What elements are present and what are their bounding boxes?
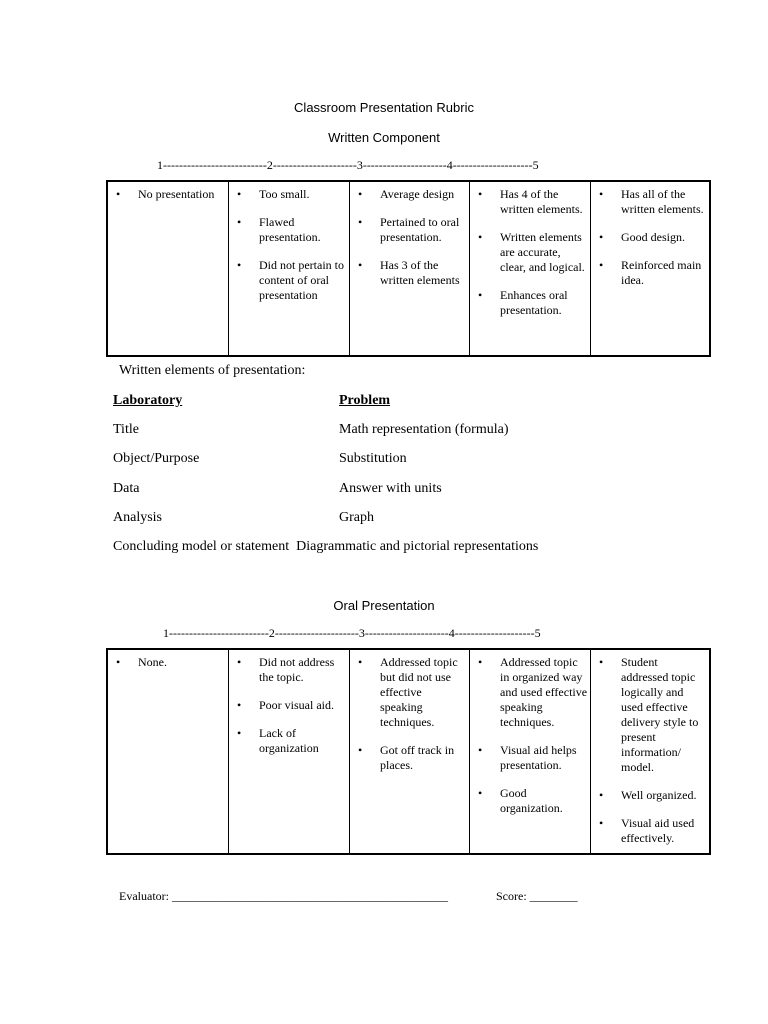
- written-score-5-cell: [591, 181, 711, 356]
- criterion-item: • Too small.: [233, 187, 347, 202]
- criterion-item: • Did not address the topic.: [233, 655, 347, 685]
- written-scale: 1--------------------------2---------------------3---------------------4--------------------5: [157, 158, 539, 172]
- criterion-item: • Got off track in places.: [354, 743, 467, 773]
- page-title: Classroom Presentation Rubric: [294, 100, 474, 115]
- lab-item: Title: [113, 422, 139, 437]
- criterion-item: • Flawed presentation.: [233, 215, 347, 245]
- problem-item: Graph: [339, 510, 374, 525]
- criteria-list: [595, 655, 707, 846]
- criterion-item: • None.: [112, 655, 226, 670]
- oral-scale: 1-------------------------2---------------------3---------------------4--------------------5: [163, 626, 541, 640]
- criteria-list: [112, 187, 226, 202]
- written-heading: Written Component: [328, 130, 440, 145]
- criterion-item: • Visual aid helps presentation.: [474, 743, 588, 773]
- criteria-list: [354, 655, 467, 773]
- criterion-item: • Good organization.: [474, 786, 588, 816]
- criteria-list: [233, 655, 347, 756]
- oral-rubric-row: [107, 649, 710, 854]
- criterion-item: • Average design: [354, 187, 467, 202]
- oral-score-2-cell: [229, 649, 350, 854]
- criterion-item: • Poor visual aid.: [233, 698, 347, 713]
- criterion-item: • Did not pertain to content of oral presentation: [233, 258, 347, 303]
- oral-score-1-cell: [107, 649, 229, 854]
- criterion-item: • Has 3 of the written elements: [354, 258, 467, 288]
- criteria-list: [354, 187, 467, 288]
- criterion-item: • Has all of the written elements.: [595, 187, 707, 217]
- oral-rubric-table: [106, 648, 711, 855]
- criterion-item: • Lack of organization: [233, 726, 347, 756]
- problem-item: Math representation (formula): [339, 422, 509, 437]
- written-rubric-table: [106, 180, 711, 357]
- written-score-4-cell: [470, 181, 591, 356]
- written-score-1-cell: [107, 181, 229, 356]
- criterion-item: • No presentation: [112, 187, 226, 202]
- criterion-item: • Well organized.: [595, 788, 707, 803]
- criterion-item: • Enhances oral presentation.: [474, 288, 588, 318]
- criterion-item: • Student addressed topic logically and used effective delivery style to present information/ model.: [595, 655, 707, 775]
- criterion-item: • Addressed topic but did not use effective speaking techniques.: [354, 655, 467, 730]
- criteria-list: [474, 655, 588, 816]
- problem-item: Answer with units: [339, 481, 442, 496]
- concluding-line: Concluding model or statement Diagrammatic and pictorial representations: [113, 539, 539, 554]
- criterion-item: • Addressed topic in organized way and used effective speaking techniques.: [474, 655, 588, 730]
- score-line[interactable]: Score: ________: [496, 889, 578, 903]
- lab-item: Analysis: [113, 510, 162, 525]
- criteria-list: [474, 187, 588, 318]
- problem-item: Substitution: [339, 451, 407, 466]
- written-score-2-cell: [229, 181, 350, 356]
- written-rubric-row: [107, 181, 710, 356]
- lab-item: Object/Purpose: [113, 451, 200, 466]
- laboratory-heading: Laboratory: [113, 393, 183, 408]
- problem-heading: Problem: [339, 393, 391, 408]
- criterion-item: • Has 4 of the written elements.: [474, 187, 588, 217]
- criteria-list: [112, 655, 226, 670]
- criterion-item: • Good design.: [595, 230, 707, 245]
- criteria-list: [233, 187, 347, 303]
- written-elements-intro: Written elements of presentation:: [119, 363, 306, 378]
- criterion-item: • Visual aid used effectively.: [595, 816, 707, 846]
- oral-heading: Oral Presentation: [333, 598, 435, 613]
- criterion-item: • Written elements are accurate, clear, and logical.: [474, 230, 588, 275]
- criteria-list: [595, 187, 707, 288]
- oral-score-4-cell: [470, 649, 591, 854]
- lab-item: Data: [113, 481, 140, 496]
- written-score-3-cell: [350, 181, 470, 356]
- criterion-item: • Reinforced main idea.: [595, 258, 707, 288]
- evaluator-line[interactable]: Evaluator: ______________________________________________: [119, 889, 448, 903]
- oral-score-5-cell: [591, 649, 711, 854]
- oral-score-3-cell: [350, 649, 470, 854]
- criterion-item: • Pertained to oral presentation.: [354, 215, 467, 245]
